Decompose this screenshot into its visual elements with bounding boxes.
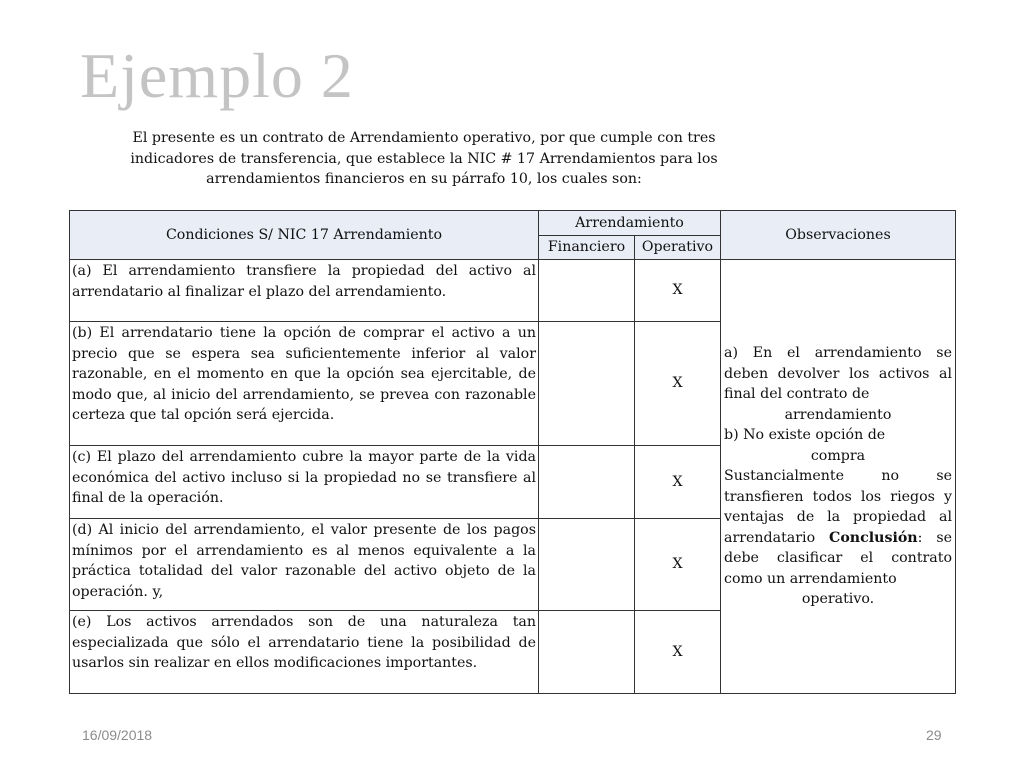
- header-lease: Arrendamiento: [539, 211, 721, 236]
- header-observations: Observaciones: [721, 211, 956, 260]
- observation-a-end: arrendamiento: [784, 406, 892, 423]
- header-operating: Operativo: [635, 236, 721, 260]
- slide-title: Ejemplo 2: [80, 40, 354, 111]
- observation-b: b) No existe opción de: [724, 427, 886, 444]
- financial-mark: [539, 519, 635, 611]
- conclusion-text: : se debe clasificar el contrato como un arrendamiento: [724, 529, 952, 587]
- financial-mark: [539, 322, 635, 446]
- condition-cell: (e) Los activos arrendados son de una naturaleza tan especializada que sólo el arrendatario tiene la posibilidad de usarlos sin realizar en ellos modificaciones importantes.: [70, 611, 539, 694]
- table-row: [70, 260, 956, 322]
- condition-cell: (d) Al inicio del arrendamiento, el valor presente de los pagos mínimos por el arrendamiento es al menos equivalente a la práctica totalidad del valor razonable del activo objeto de la operación. y,: [70, 519, 539, 611]
- conclusion-end: operativo.: [801, 591, 875, 608]
- operating-mark: X: [635, 519, 721, 611]
- condition-cell: (a) El arrendamiento transfiere la propiedad del activo al arrendatario al finalizar el plazo del arrendamiento.: [70, 260, 539, 322]
- nic17-conditions-table: [69, 210, 956, 694]
- header-financial: Financiero: [539, 236, 635, 260]
- conclusion-label: Conclusión: [829, 529, 918, 546]
- observations-cell: [721, 260, 956, 694]
- header-conditions: Condiciones S/ NIC 17 Arrendamiento: [70, 211, 539, 260]
- observation-b-end: compra: [810, 447, 866, 464]
- operating-mark: X: [635, 611, 721, 694]
- financial-mark: [539, 611, 635, 694]
- operating-mark: X: [635, 446, 721, 519]
- observation-a: a) En el arrendamiento se deben devolver los activos al final del contrato de: [724, 345, 952, 403]
- financial-mark: [539, 446, 635, 519]
- condition-cell: (b) El arrendatario tiene la opción de comprar el activo a un precio que se espera sea suficientemente inferior al valor razonable, en el momento en que la opción sea ejercitable, de modo que, al inicio del arrendamiento, se prevea con razonable certeza que tal opción será ejercida.: [70, 322, 539, 446]
- operating-mark: X: [635, 260, 721, 322]
- operating-mark: X: [635, 322, 721, 446]
- financial-mark: [539, 260, 635, 322]
- condition-cell: (c) El plazo del arrendamiento cubre la mayor parte de la vida económica del activo incluso si la propiedad no se transfiere al final de la operación.: [70, 446, 539, 519]
- intro-paragraph: El presente es un contrato de Arrendamiento operativo, por que cumple con tres indicadores de transferencia, que establece la NIC # 17 Arrendamientos para los arrendamientos financieros en su párrafo 10, los cuales son:: [130, 130, 718, 187]
- footer-page-number: 29: [926, 727, 942, 743]
- observation-substantially: Sustancialmente no se transfieren todos los riegos y ventajas de la propiedad al arrendatario: [724, 468, 952, 546]
- footer-date: 16/09/2018: [82, 727, 153, 743]
